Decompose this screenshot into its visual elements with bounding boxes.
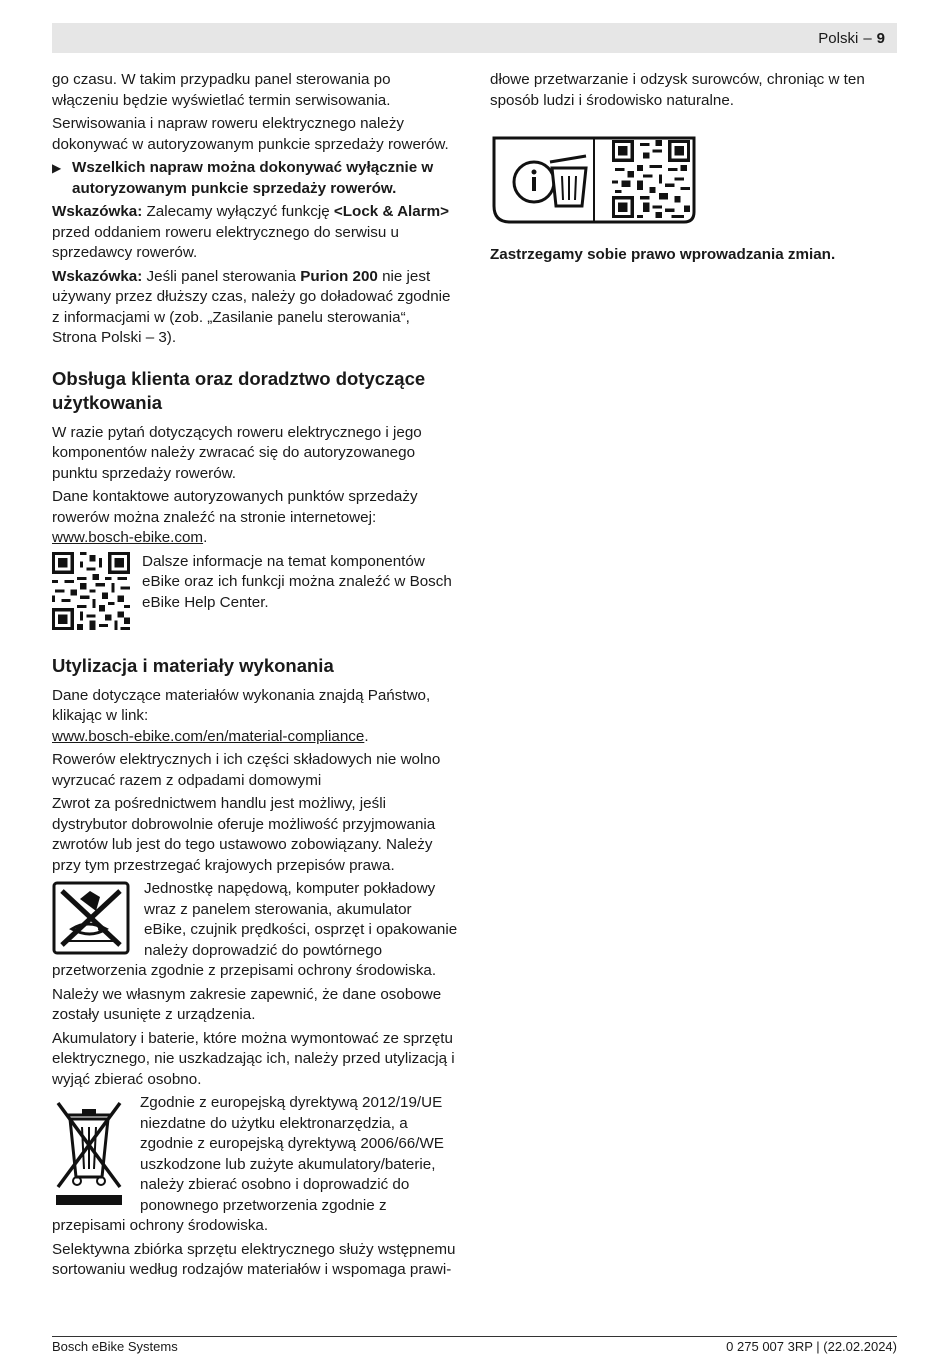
paragraph: Należy we własnym zakresie zapewnić, że dane osobowe zostały usunięte z urządzenia. [52, 985, 442, 1023]
paragraph: Dane dotyczące materiałów wykonania znajdą Państwo, klikając w link: [52, 686, 431, 724]
paragraph: Serwisowania i napraw roweru elektrycznego należy dokonywać w autoryzowanym punkcie sprzedaży rowerów. [52, 115, 449, 153]
section-heading-disposal: Utylizacja i materiały wykonania [52, 654, 334, 676]
punctuation: . [364, 727, 369, 745]
section-heading-service: Obsługa klienta oraz doradztwo dotyczące użytkowania [52, 367, 426, 413]
note-text: Zalecamy wyłączyć funkcję [142, 203, 334, 220]
note-text: nie jest używany przez dłuższy czas, należy go doładować zgodnie z informacjami w (zob. „Zasilanie panelu sterowania“, Strona Polski – 3). [52, 267, 451, 346]
page-header-bar [52, 23, 897, 53]
bosch-ebike-link[interactable]: www.bosch-ebike.com [52, 529, 204, 546]
paragraph: Zgodnie z europejską dyrektywą 2012/19/UE niezdatne do użytku elektronarzędzia, a zgodnie z europejską dyrektywą 2006/66/WE uszkodzone lub zużyte akumulatory/baterie, należy zbierać osobno i doprowadzić do ponownego przetworzenia zgodnie z przepisami ochrony środowiska. [52, 1094, 444, 1234]
triangle-right-icon: ▶ [52, 161, 62, 175]
link-paragraph [52, 727, 458, 748]
paragraph: Dane kontaktowe autoryzowanych punktów sprzedaży rowerów można znaleźć na stronie internetowej: [52, 488, 418, 526]
recycling-info-box [490, 136, 896, 233]
right-column [490, 70, 896, 268]
qr-code-icon[interactable] [52, 552, 130, 630]
warning-text: Wszelkich napraw można dokonywać wyłącznie w autoryzowanym punkcie sprzedaży rowerów. [72, 159, 434, 197]
footer-doc-number: 0 275 007 3RP | (22.02.2024) [726, 1339, 897, 1354]
footer-rule [52, 1336, 897, 1337]
paragraph: Akumulatory i baterie, które można wymontować ze sprzętu elektrycznego, nie uszkadzając ich, należy przed utylizacją i wyjąć zbierać osobno. [52, 1029, 455, 1088]
left-column [52, 70, 458, 1284]
no-household-waste-icon [52, 881, 130, 955]
header-section: Polski [818, 29, 859, 47]
note-bold: <Lock & Alarm> [333, 203, 449, 220]
paragraph: Zwrot za pośrednictwem handlu jest możliwy, jeśli dystrybutor dobrowolnie oferuje możliwość przyjmowania zwrotów lub jest do tego ustawowo zobowiązany. Należy przy tym przestrzegać krajowych przepisów prawa. [52, 795, 436, 874]
warning-item [52, 158, 458, 199]
note-text: Jeśli panel sterowania [142, 267, 301, 285]
help-center-text: Dalsze informacje na temat komponentów eBike oraz ich funkcji można znaleźć w Bosch eBike Help Center. [142, 552, 452, 611]
paragraph: Rowerów elektrycznych i ich części składowych nie wolno wyrzucać razem z odpadami domowymi [52, 751, 441, 789]
paragraph: W razie pytań dotyczących roweru elektrycznego i jego komponentów należy zwracać się do autoryzowanego punktu sprzedaży rowerów. [52, 423, 422, 482]
paragraph: Selektywna zbiórka sprzętu elektrycznego służy wstępnemu sortowaniu według rodzajów materiałów i wspomaga prawi- [52, 1240, 456, 1278]
note-text: przed oddaniem roweru elektrycznego do serwisu u sprzedawcy rowerów. [52, 223, 399, 261]
note-paragraph [52, 267, 458, 349]
note-label: Wskazówka: [52, 203, 143, 220]
link-paragraph [52, 528, 458, 549]
trash-info-qr-icon[interactable] [490, 136, 698, 226]
paragraph: dłowe przetwarzanie i odzysk surowców, chroniąc w ten sposób ludzi i środowisko naturalne. [490, 71, 865, 109]
help-center-row [52, 552, 458, 636]
punctuation: . [203, 529, 208, 546]
note-label: Wskazówka: [52, 267, 143, 285]
reserve-rights-text: Zastrzegamy sobie prawo wprowadzania zmian. [490, 245, 836, 263]
material-compliance-link[interactable]: www.bosch-ebike.com/en/material-compliance [52, 727, 365, 745]
crossed-out-bin-icon [52, 1097, 126, 1209]
paragraph: go czasu. W takim przypadku panel sterowania po włączeniu będzie wyświetlać termin serwisowania. [52, 71, 391, 109]
paragraph: Jednostkę napędową, komputer pokładowy wraz z panelem sterowania, akumulator eBike, czujnik prędkości, osprzęt i opakowanie należy doprowadzić do powtórnego przetworzenia zgodnie z przepisami ochrony środowiska. [52, 880, 458, 979]
note-paragraph [52, 202, 458, 264]
header-dash: – [863, 29, 872, 47]
footer-company: Bosch eBike Systems [52, 1339, 178, 1354]
note-bold: Purion 200 [300, 267, 378, 285]
page-number: 9 [876, 29, 885, 47]
